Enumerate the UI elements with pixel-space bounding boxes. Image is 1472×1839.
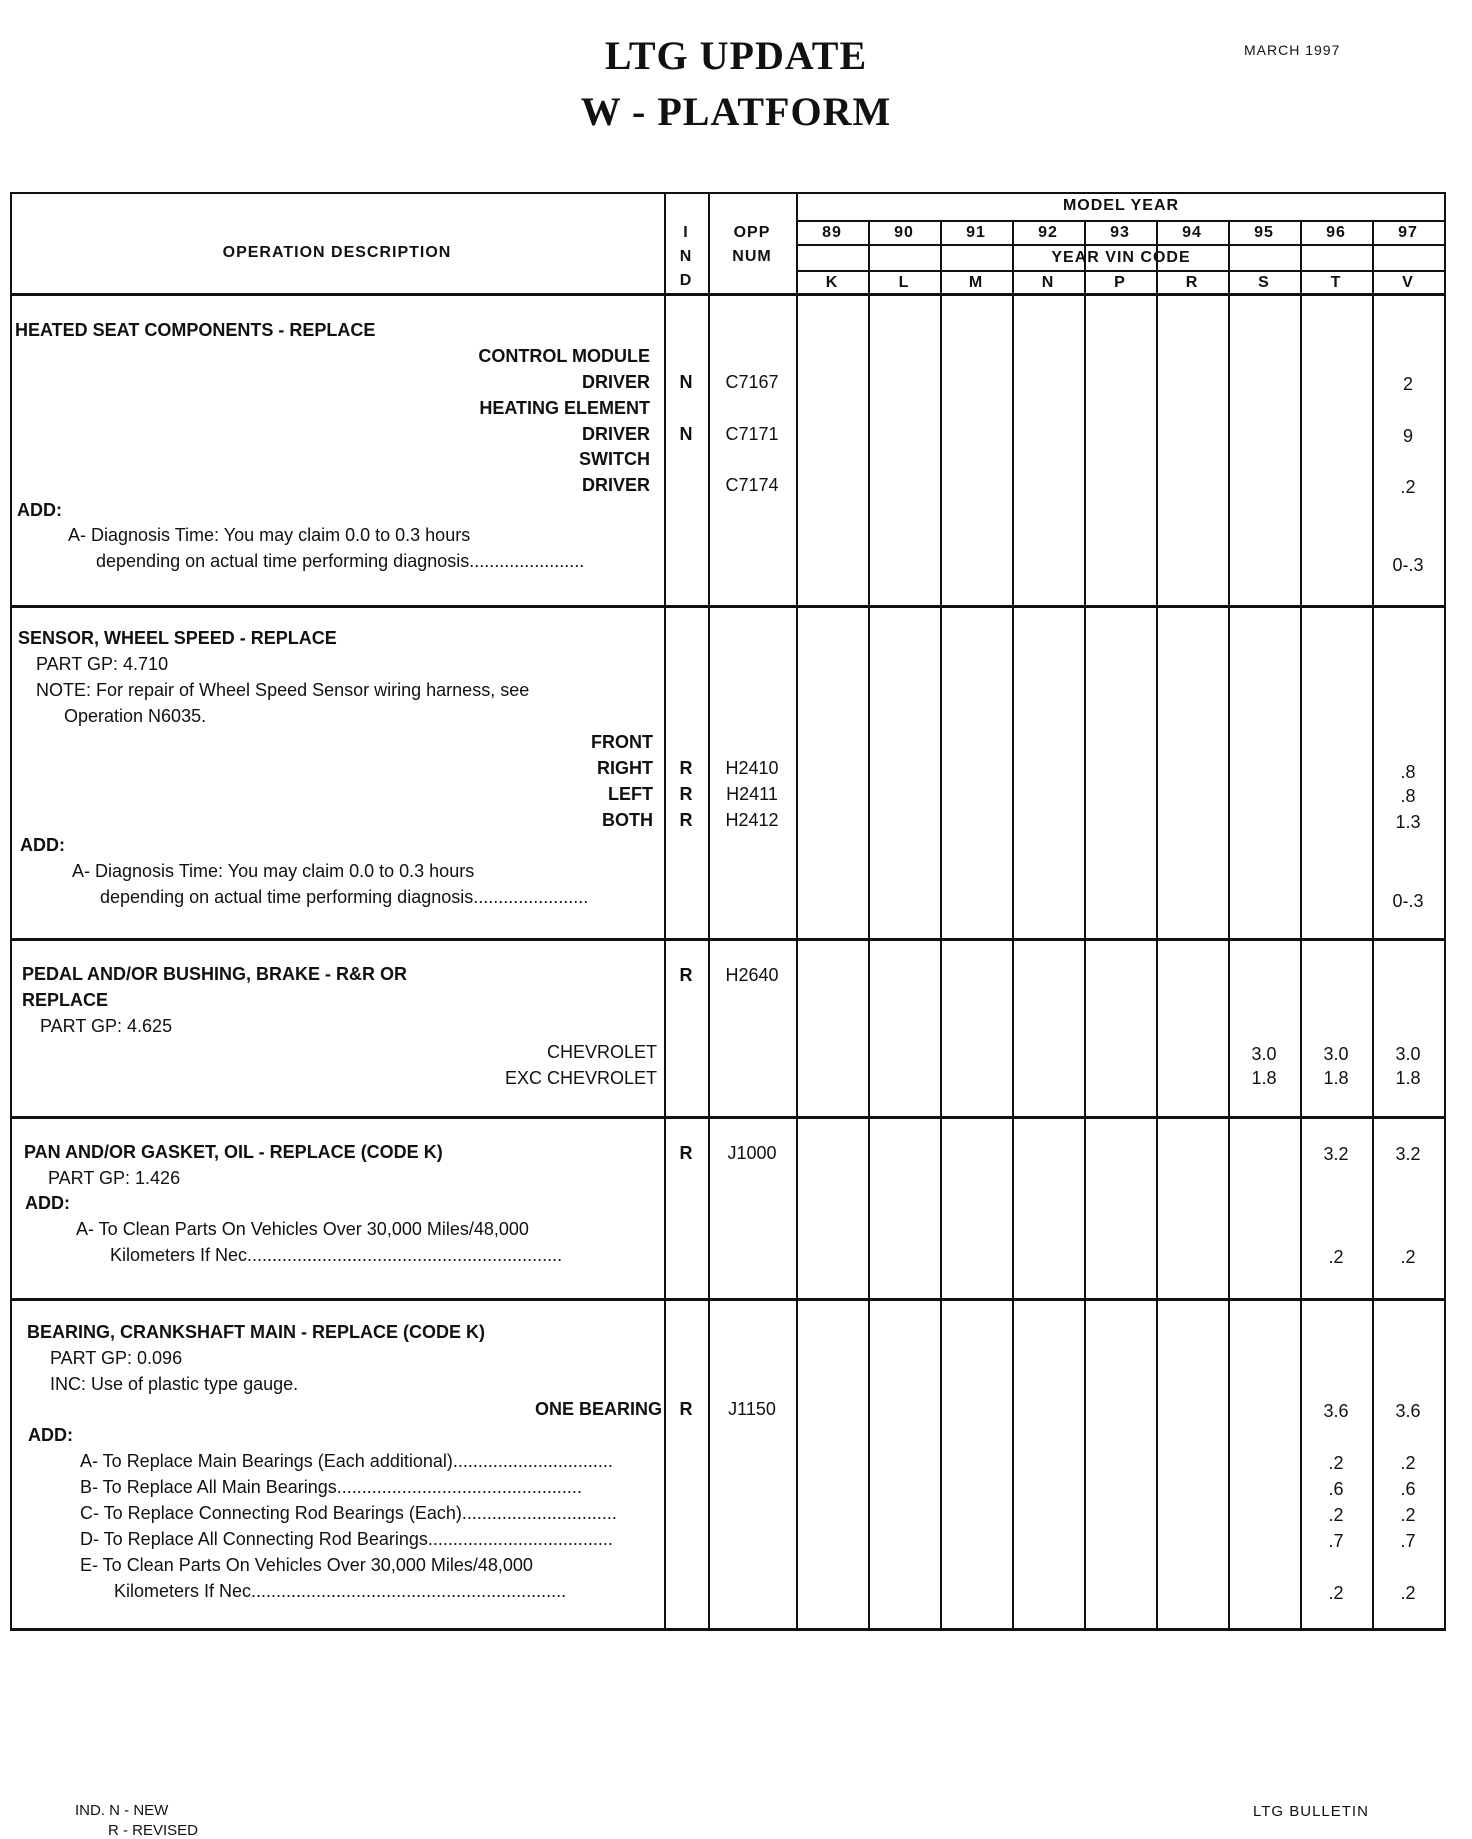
- opp-cell: H2640: [725, 965, 779, 985]
- row-label: EXC CHEVROLET: [504, 1068, 657, 1088]
- subheading: HEATING ELEMENT: [479, 398, 650, 418]
- note-line: Kilometers If Nec...............................................................: [114, 1581, 567, 1601]
- value-cell: 3.0: [1395, 1044, 1421, 1064]
- add-label: ADD:: [25, 1193, 70, 1213]
- value-cell: .6: [1328, 1479, 1344, 1499]
- opp-header: OPP: [733, 224, 771, 241]
- ind-header-2: N: [679, 248, 693, 265]
- value-cell: .2: [1328, 1583, 1344, 1603]
- value-cell: 3.6: [1323, 1401, 1349, 1421]
- year-94: 94: [1182, 224, 1202, 241]
- row-label: BOTH: [602, 810, 653, 830]
- value-cell: 1.3: [1395, 812, 1421, 832]
- row-label: ONE BEARING: [534, 1399, 662, 1419]
- value-cell: 3.0: [1251, 1044, 1277, 1064]
- section-title: PAN AND/OR GASKET, OIL - REPLACE (CODE K): [24, 1142, 443, 1162]
- footer-ind-revised: R - REVISED: [108, 1822, 199, 1839]
- row-label: CHEVROLET: [546, 1042, 657, 1062]
- section-title: BEARING, CRANKSHAFT MAIN - REPLACE (CODE K): [27, 1322, 485, 1342]
- vin-n: N: [1041, 274, 1055, 291]
- value-cell: .7: [1400, 1531, 1416, 1551]
- footer-bulletin: LTG BULLETIN: [1253, 1803, 1369, 1820]
- note-line: depending on actual time performing diagnosis.......................: [96, 551, 585, 571]
- note-line: INC: Use of plastic type gauge.: [50, 1374, 299, 1394]
- value-cell: .2: [1400, 1583, 1416, 1603]
- vin-k: K: [825, 274, 839, 291]
- year-89: 89: [822, 224, 842, 241]
- year-96: 96: [1326, 224, 1346, 241]
- num-header: NUM: [732, 248, 772, 265]
- opp-cell: J1150: [728, 1399, 776, 1419]
- part-group: PART GP: 4.625: [40, 1016, 173, 1036]
- part-group: PART GP: 1.426: [48, 1168, 181, 1188]
- part-group: PART GP: 0.096: [50, 1348, 183, 1368]
- note-line: A- Diagnosis Time: You may claim 0.0 to 0.3 hours: [68, 525, 471, 545]
- value-cell: 3.2: [1323, 1144, 1349, 1164]
- year-97: 97: [1398, 224, 1418, 241]
- year-vin-code-header: YEAR VIN CODE: [1051, 249, 1191, 266]
- opp-cell: C7171: [725, 424, 779, 444]
- value-cell: .2: [1328, 1453, 1344, 1473]
- note-line: Operation N6035.: [64, 706, 207, 726]
- ind-cell: N: [679, 424, 693, 444]
- year-95: 95: [1254, 224, 1274, 241]
- list-item: A- To Replace Main Bearings (Each additional)................................: [80, 1451, 613, 1471]
- value-cell: .2: [1400, 1247, 1416, 1267]
- value-cell: 1.8: [1323, 1068, 1349, 1088]
- vin-s: S: [1258, 274, 1270, 291]
- vin-l: L: [898, 274, 910, 291]
- vin-m: M: [968, 274, 984, 291]
- value-cell: .2: [1400, 477, 1416, 497]
- subheading: FRONT: [591, 732, 653, 752]
- vin-r: R: [1185, 274, 1199, 291]
- value-cell: .6: [1400, 1479, 1416, 1499]
- row-label: LEFT: [608, 784, 653, 804]
- add-label: ADD:: [17, 500, 62, 520]
- value-cell: 0-.3: [1392, 555, 1424, 575]
- year-91: 91: [966, 224, 986, 241]
- subheading: SWITCH: [579, 449, 650, 469]
- value-cell: 9: [1402, 426, 1413, 446]
- value-cell: .8: [1400, 762, 1416, 782]
- vin-v: V: [1402, 274, 1414, 291]
- year-93: 93: [1110, 224, 1130, 241]
- opp-cell: J1000: [727, 1143, 777, 1163]
- section-title: PEDAL AND/OR BUSHING, BRAKE - R&R OR: [22, 964, 408, 984]
- note-line: E- To Clean Parts On Vehicles Over 30,000 Miles/48,000: [80, 1555, 533, 1575]
- page-title: LTG UPDATE: [604, 33, 868, 78]
- opp-cell: H2410: [725, 758, 779, 778]
- note-line: NOTE: For repair of Wheel Speed Sensor wiring harness, see: [36, 680, 530, 700]
- ind-cell: R: [679, 810, 693, 830]
- section-title-cont: REPLACE: [22, 990, 109, 1010]
- publication-date: MARCH 1997: [1244, 42, 1341, 58]
- ind-header-1: I: [683, 224, 689, 241]
- ind-cell: R: [679, 965, 693, 985]
- year-92: 92: [1038, 224, 1058, 241]
- value-cell: 3.2: [1395, 1144, 1421, 1164]
- ind-cell: R: [679, 1143, 693, 1163]
- ind-cell: R: [679, 758, 693, 778]
- footer-ind-new: IND. N - NEW: [75, 1802, 169, 1819]
- value-cell: .2: [1400, 1453, 1416, 1473]
- model-year-header: MODEL YEAR: [1062, 197, 1180, 214]
- list-item: D- To Replace All Connecting Rod Bearings.....................................: [80, 1529, 613, 1549]
- value-cell: .7: [1328, 1531, 1344, 1551]
- ind-header-3: D: [679, 272, 693, 289]
- note-line: A- To Clean Parts On Vehicles Over 30,000 Miles/48,000: [76, 1219, 529, 1239]
- value-cell: .2: [1400, 1505, 1416, 1525]
- value-cell: 1.8: [1251, 1068, 1277, 1088]
- operation-description-header: OPERATION DESCRIPTION: [222, 244, 452, 261]
- value-cell: 1.8: [1395, 1068, 1421, 1088]
- note-line: A- Diagnosis Time: You may claim 0.0 to 0.3 hours: [72, 861, 475, 881]
- value-cell: .8: [1400, 786, 1416, 806]
- value-cell: 3.6: [1395, 1401, 1421, 1421]
- value-cell: 3.0: [1323, 1044, 1349, 1064]
- ind-cell: R: [679, 784, 693, 804]
- list-item: C- To Replace Connecting Rod Bearings (Each)...............................: [80, 1503, 617, 1523]
- row-label: RIGHT: [597, 758, 653, 778]
- year-90: 90: [894, 224, 914, 241]
- opp-cell: H2411: [726, 784, 778, 804]
- add-label: ADD:: [28, 1425, 73, 1445]
- note-line: Kilometers If Nec...............................................................: [110, 1245, 563, 1265]
- list-item: B- To Replace All Main Bearings.................................................: [80, 1477, 582, 1497]
- ind-cell: N: [679, 372, 693, 392]
- note-line: depending on actual time performing diagnosis.......................: [100, 887, 589, 907]
- row-label: DRIVER: [581, 424, 650, 444]
- value-cell: 0-.3: [1392, 891, 1424, 911]
- opp-cell: C7174: [725, 475, 779, 495]
- value-cell: .2: [1328, 1505, 1344, 1525]
- section-title: HEATED SEAT COMPONENTS - REPLACE: [15, 320, 376, 340]
- page-subtitle: W - PLATFORM: [580, 89, 892, 134]
- opp-cell: C7167: [725, 372, 779, 392]
- vin-p: P: [1114, 274, 1126, 291]
- row-label: DRIVER: [581, 372, 650, 392]
- vin-t: T: [1330, 274, 1342, 291]
- part-group: PART GP: 4.710: [36, 654, 169, 674]
- row-label: DRIVER: [581, 475, 650, 495]
- add-label: ADD:: [20, 835, 65, 855]
- opp-cell: H2412: [725, 810, 779, 830]
- value-cell: 2: [1402, 374, 1413, 394]
- ind-cell: R: [679, 1399, 693, 1419]
- subheading: CONTROL MODULE: [478, 346, 650, 366]
- value-cell: .2: [1328, 1247, 1344, 1267]
- section-title: SENSOR, WHEEL SPEED - REPLACE: [18, 628, 337, 648]
